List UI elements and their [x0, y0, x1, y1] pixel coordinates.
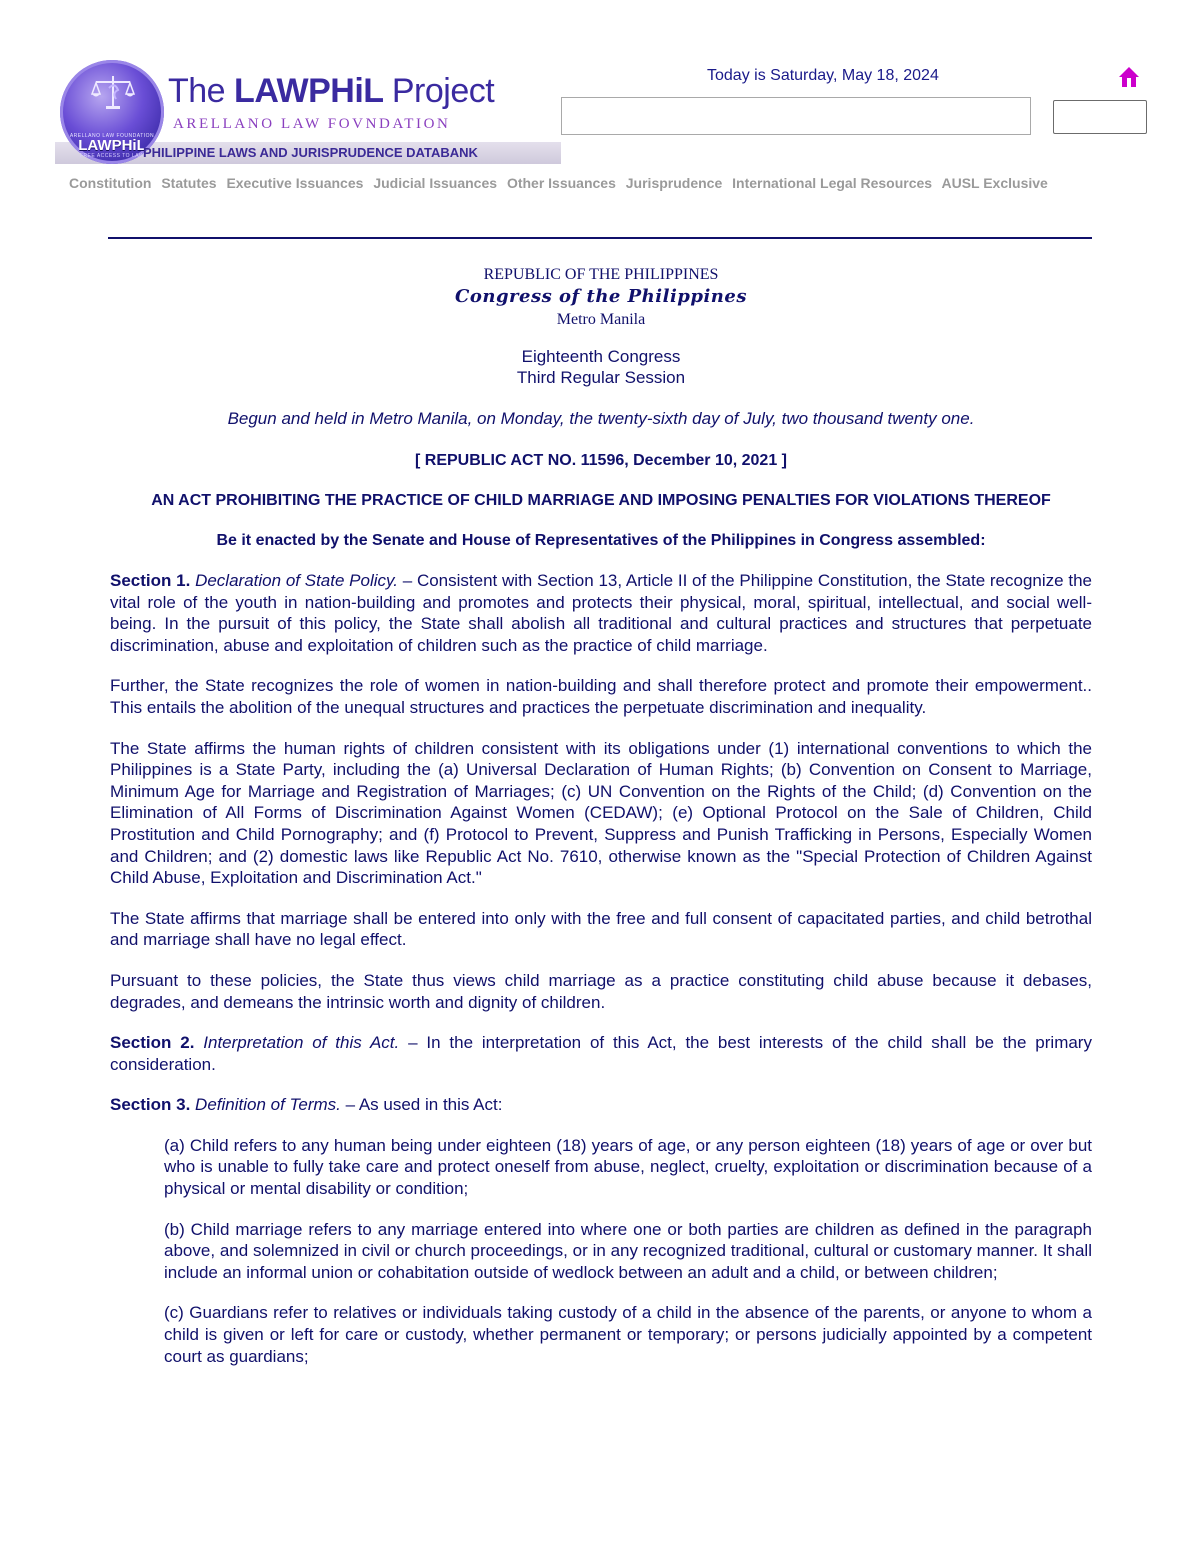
main-nav: [69, 175, 1054, 191]
congress-heading: Congress of the Philippines: [455, 286, 747, 307]
section-1-title: Declaration of State Policy.: [195, 571, 398, 590]
section-1-label: Section 1.: [110, 571, 191, 590]
enacting-clause: Be it enacted by the Senate and House of Representatives of the Philippines in Congress assembled:: [216, 532, 986, 549]
section-1: [110, 570, 1092, 656]
nav-constitution[interactable]: Constitution: [69, 175, 152, 191]
brand-title-prefix: The: [168, 72, 226, 110]
section-3-title: Definition of Terms.: [195, 1095, 341, 1115]
nav-executive-issuances[interactable]: Executive Issuances: [226, 175, 364, 191]
definition-item: (c) Guardians refer to relatives or individuals taking custody of a child in the absence of the parents, or anyone to whom a child is given or left for care or custody, whether permanent or temporary; or persons judicially appointed by a competent court as guardians;: [164, 1303, 1092, 1366]
definition-item: (b) Child marriage refers to any marriage entered into where one or both parties are children as defined in the paragraph above, and solemnized in civil or church proceedings, or in any recognized traditional, cultural or customary manner. It shall include an informal union or cohabitation outside of wedlock between an adult and a child, or between children;: [164, 1219, 1092, 1282]
begun-line: Begun and held in Metro Manila, on Monday, the twenty-sixth day of July, two thousand twenty one.: [227, 409, 975, 428]
site-logo[interactable]: [55, 60, 561, 168]
brand-title-suffix: Project: [391, 72, 495, 110]
policy-paragraph-2: Further, the State recognizes the role of women in nation-building and shall therefore protect and promote their empowerment.. This entails the abolition of the unequal structures and practices the perpetuate discrimination and inequality.: [110, 676, 1092, 717]
databank-label: PHILIPPINE LAWS AND JURISPRUDENCE DATABANK: [143, 145, 478, 160]
section-2: [110, 1032, 1092, 1075]
city-heading: Metro Manila: [556, 311, 646, 328]
law-document: [110, 264, 1092, 1367]
section-1-text: – Consistent with Section 13, Article II of the Philippine Constitution, the State recognize the vital role of the youth in nation-building and promotes and protects their physical, moral, spiritual, intellectual, and social well-being. In the pursuit of this policy, the State shall abolish all traditional and cultural practices and structures that perpetuate discrimination, abuse and exploitation of children such as the practice of child marriage.: [110, 571, 1092, 655]
section-3: [110, 1094, 1092, 1116]
brand-title: [168, 72, 494, 111]
header-divider: [108, 237, 1092, 239]
section-2-title: Interpretation of this Act.: [203, 1033, 400, 1053]
seal-badge-text: LAWPHiL: [78, 137, 146, 154]
definition-item: (a) Child refers to any human being under eighteen (18) years of age, or any person eighteen (18) years of age or over but who is unable to fully take care and protect oneself from abuse, neglect, cruelty, exploitation or discrimination because of a physical or mental disability or condition;: [164, 1135, 1092, 1199]
brand-title-main: LAWPHiL: [234, 72, 383, 110]
nav-jurisprudence[interactable]: Jurisprudence: [625, 175, 723, 191]
republic-heading: REPUBLIC OF THE PHILIPPINES: [483, 266, 719, 283]
session-label: Third Regular Session: [516, 368, 686, 387]
policy-paragraph-4: The State affirms that marriage shall be entered into only with the free and full consent of capacitated parties, and child betrothal and marriage shall have no legal effect.: [110, 908, 1092, 950]
section-2-label: Section 2.: [110, 1033, 195, 1053]
seal-ring-text: ARELLANO LAW FOUNDATION: [69, 133, 155, 139]
republic-act-title: [ REPUBLIC ACT NO. 11596, December 10, 2021 ]: [415, 452, 787, 469]
home-icon[interactable]: [1117, 65, 1141, 89]
brand-subtitle: ARELLANO LAW FOVNDATION: [173, 116, 451, 132]
nav-judicial-issuances[interactable]: Judicial Issuances: [373, 175, 498, 191]
congress-number: Eighteenth Congress: [521, 347, 681, 366]
section-3-text: – As used in this Act:: [340, 1095, 503, 1115]
act-title: AN ACT PROHIBITING THE PRACTICE OF CHILD MARRIAGE AND IMPOSING PENALTIES FOR VIOLATIONS THEREOF: [151, 492, 1051, 509]
policy-paragraph-5: Pursuant to these policies, the State thus views child marriage as a practice constituting child abuse because it debases, degrades, and demeans the intrinsic worth and dignity of children.: [110, 970, 1092, 1012]
today-date: Today is Saturday, May 18, 2024: [707, 67, 939, 84]
seal-motto: FREE ACCESS TO LAW: [79, 153, 145, 159]
nav-statutes[interactable]: Statutes: [161, 175, 217, 191]
nav-ausl-exclusive[interactable]: AUSL Exclusive: [941, 175, 1048, 191]
nav-international-legal-resources[interactable]: International Legal Resources: [732, 175, 933, 191]
scales-of-justice-icon: [90, 74, 136, 114]
policy-paragraph-3: The State affirms the human rights of children consistent with its obligations under (1) international conventions to which the Philippines is a State Party, including the (a) Universal Declaration of Human Rights; (b) Convention on Consent to Marriage, Minimum Age for Marriage and Registration of Marriages; (c) UN Convention on the Rights of the Child; (d) Convention on the Elimination of All Forms of Discrimination Against Women (CEDAW); (e) Optional Protocol on the Sale of Children, Child Prostitution and Child Pornography; and (f) Protocol to Prevent, Suppress and Punish Trafficking in Persons, Especially Women and Children; and (2) domestic laws like Republic Act No. 7610, otherwise known as the "Special Protection of Children Against Child Abuse, Exploitation and Discrimination Act.": [110, 738, 1092, 888]
section-2-text: – In the interpretation of this Act, the best interests of the child shall be the primary consideration.: [110, 1033, 1092, 1074]
site-header: [0, 0, 1200, 200]
search-button[interactable]: [1053, 100, 1147, 134]
nav-other-issuances[interactable]: Other Issuances: [506, 175, 616, 191]
search-input[interactable]: [561, 97, 1031, 135]
section-3-label: Section 3.: [110, 1095, 191, 1115]
